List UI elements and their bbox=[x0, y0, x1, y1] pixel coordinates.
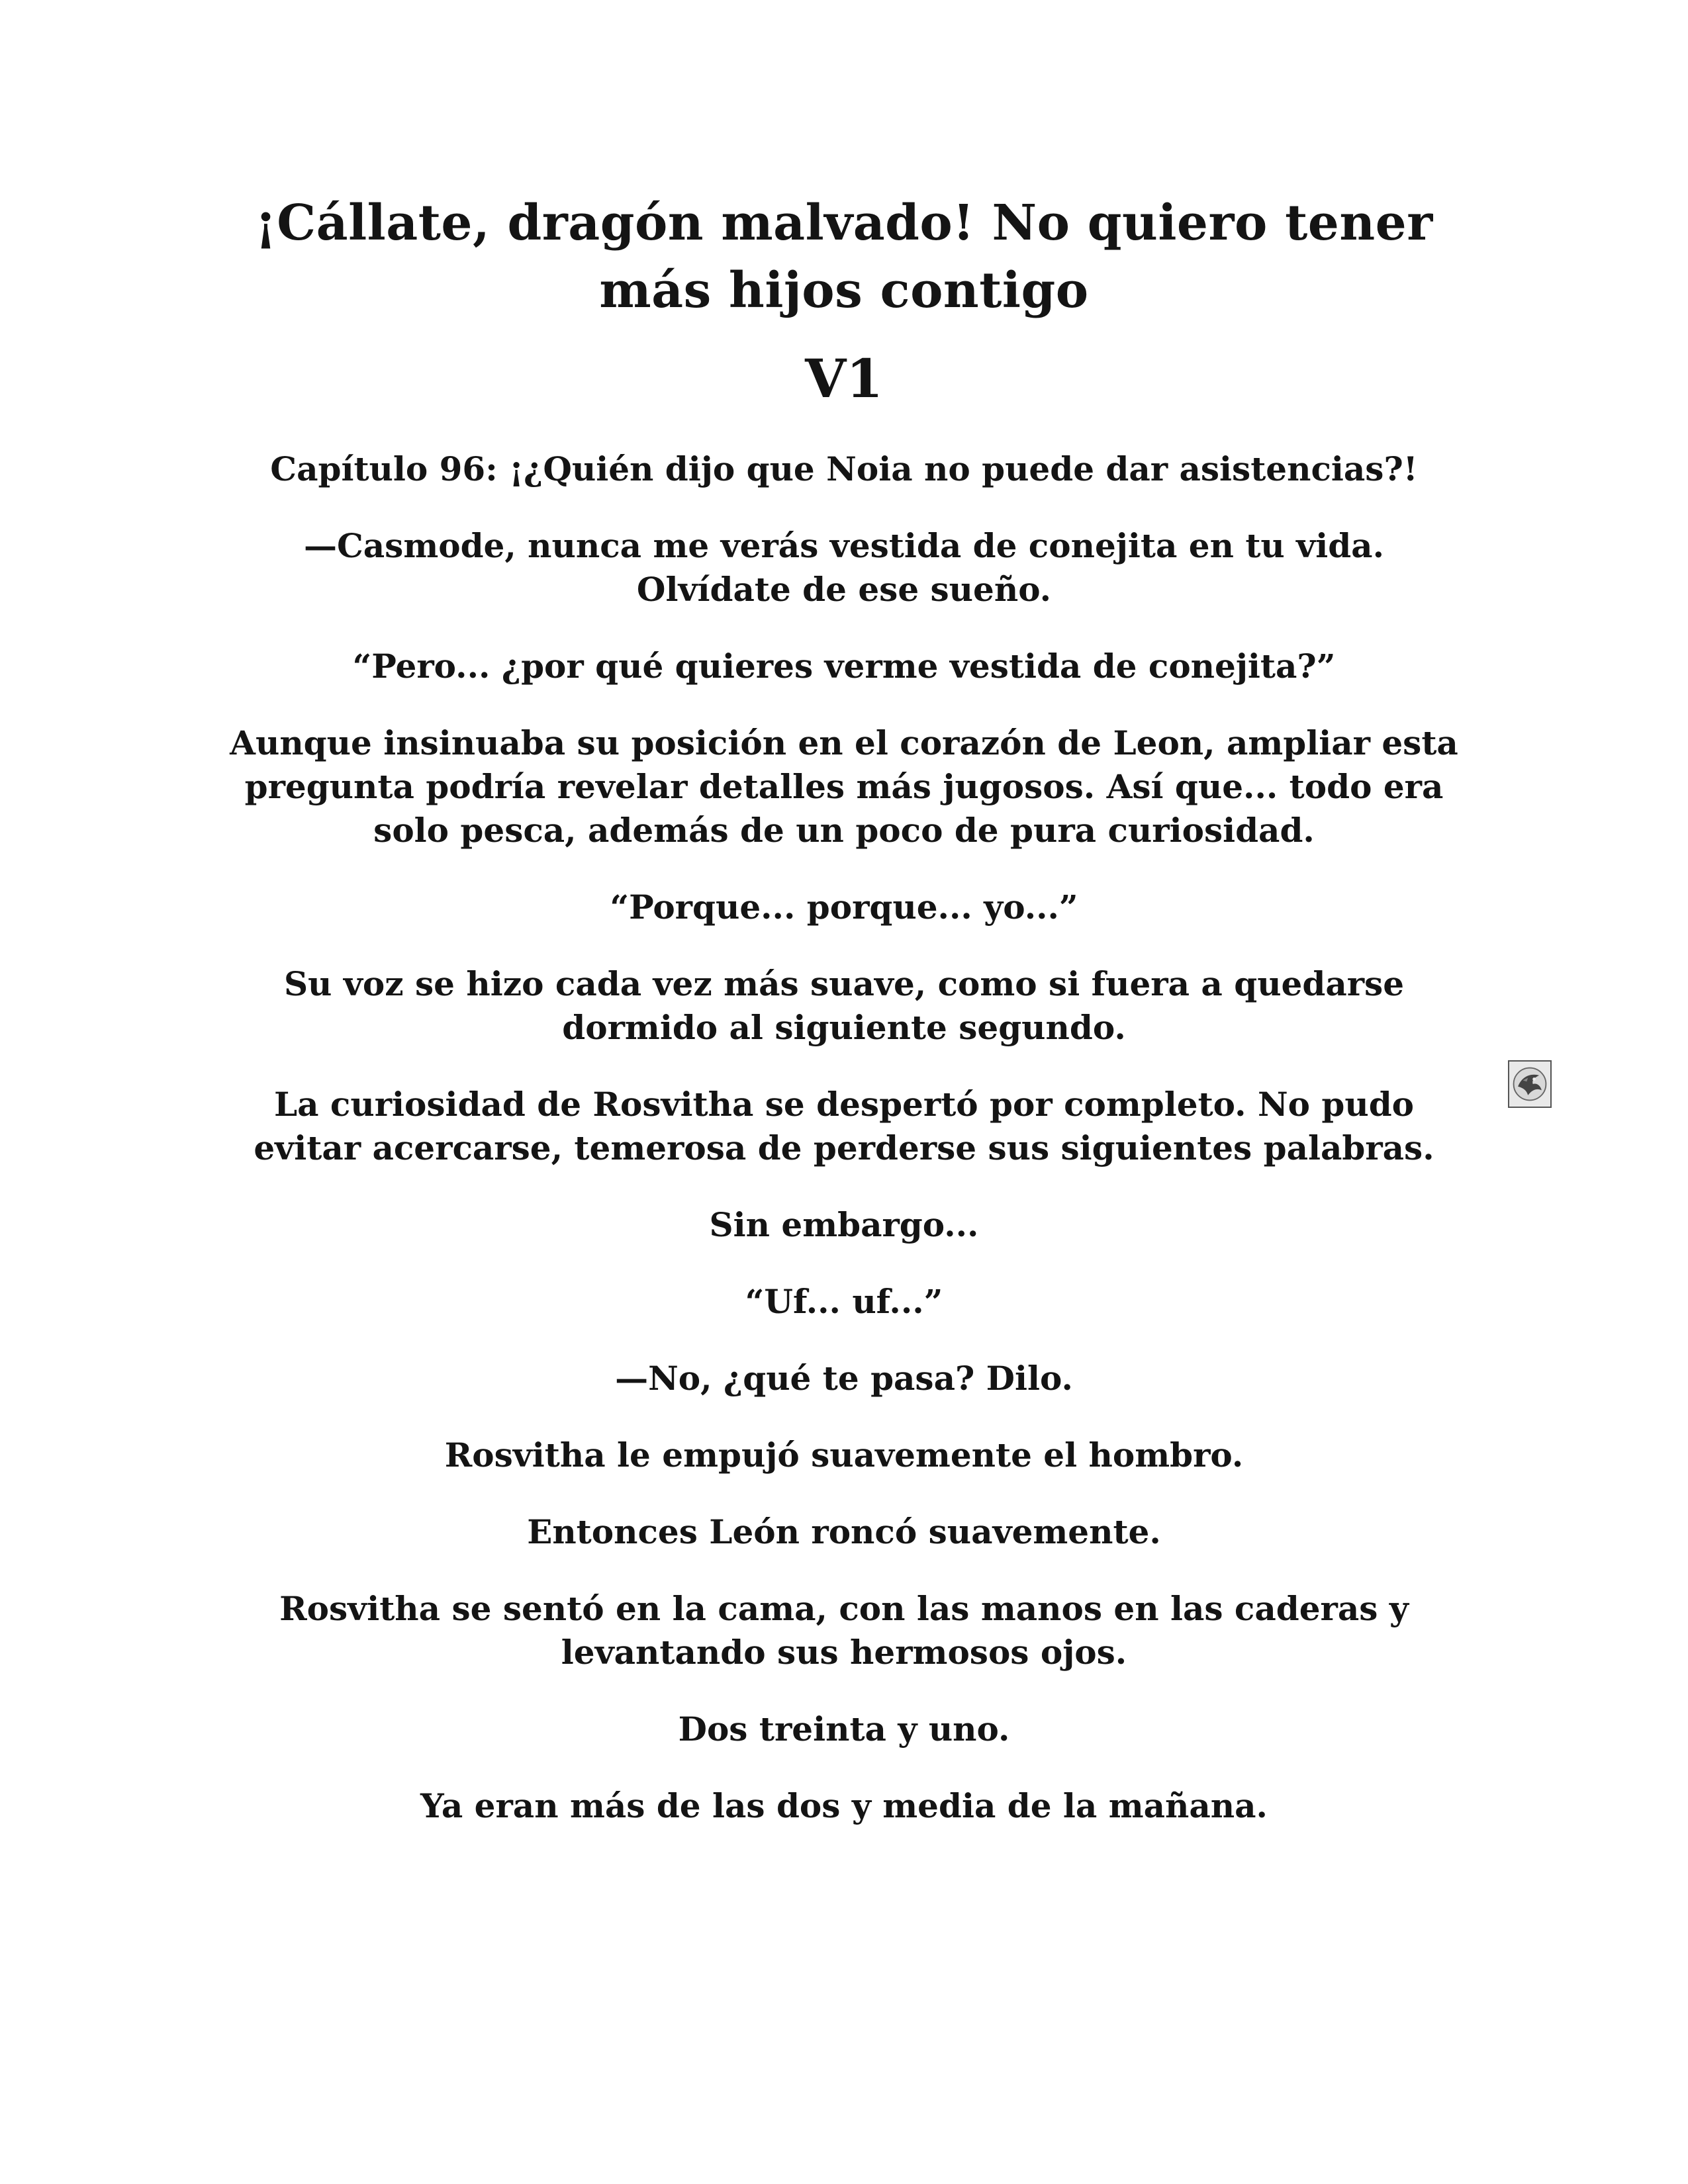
chapter-heading: Capítulo 96: ¡¿Quién dijo que Noia no puede dar asistencias?! bbox=[270, 449, 1418, 488]
paragraph: Dos treinta y uno. bbox=[678, 1709, 1010, 1749]
paragraph: Ya eran más de las dos y media de la mañana. bbox=[420, 1786, 1268, 1825]
dragon-emblem-icon bbox=[1508, 1060, 1552, 1108]
paragraph: Sin embargo... bbox=[709, 1205, 979, 1244]
paragraph: Su voz se hizo cada vez más suave, como si fuera a quedarse dormido al siguiente segundo. bbox=[283, 964, 1405, 1047]
paragraph: Entonces León roncó suavemente. bbox=[527, 1512, 1161, 1551]
paragraph: Aunque insinuaba su posición en el corazón de Leon, ampliar esta pregunta podría revelar detalles más jugosos. Así que... todo era solo pesca, además de un poco de pura curiosidad. bbox=[230, 723, 1458, 850]
document-body bbox=[225, 189, 1463, 1828]
paragraph: “Porque... porque... yo...” bbox=[610, 887, 1078, 927]
paragraph: La curiosidad de Rosvitha se despertó por completo. No pudo evitar acercarse, temerosa de perderse sus siguientes palabras. bbox=[254, 1085, 1434, 1167]
paragraph: “Uf... uf...” bbox=[745, 1282, 943, 1321]
paragraph: Rosvitha le empujó suavemente el hombro. bbox=[444, 1435, 1244, 1475]
volume-label: V1 bbox=[805, 347, 883, 410]
document-title: ¡Cállate, dragón malvado! No quiero tener más hijos contigo bbox=[255, 195, 1433, 319]
paragraph: —Casmode, nunca me verás vestida de conejita en tu vida. Olvídate de ese sueño. bbox=[303, 526, 1384, 609]
paragraph: Rosvitha se sentó en la cama, con las manos en las caderas y levantando sus hermosos ojos. bbox=[279, 1589, 1409, 1672]
dragon-emblem-graphic bbox=[1509, 1062, 1550, 1107]
paragraph: —No, ¿qué te pasa? Dilo. bbox=[615, 1359, 1073, 1398]
paragraph: “Pero... ¿por qué quieres verme vestida de conejita?” bbox=[352, 647, 1336, 686]
